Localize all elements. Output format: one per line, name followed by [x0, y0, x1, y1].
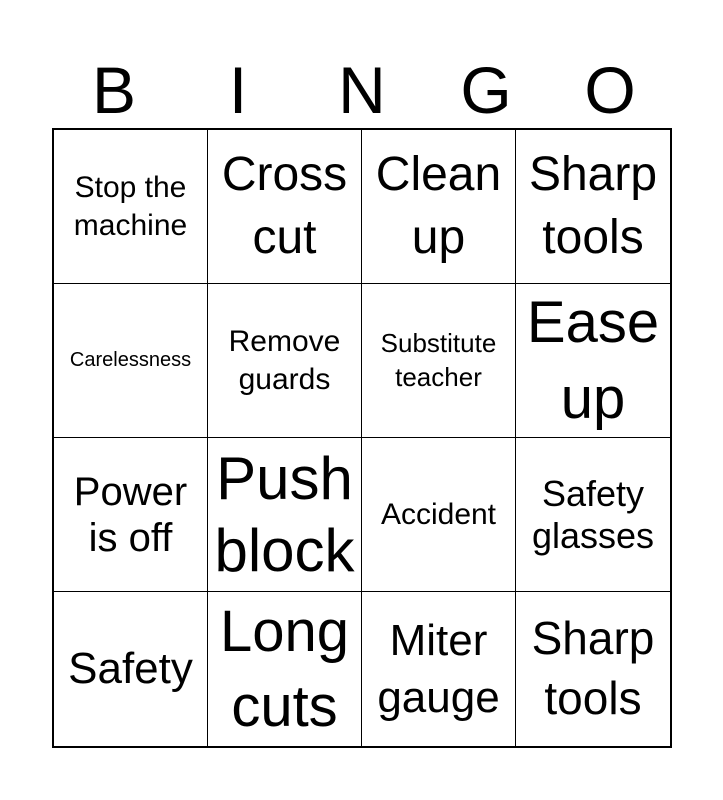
- bingo-cell[interactable]: [208, 592, 362, 746]
- cell-text: Carelessness: [69, 349, 192, 372]
- bingo-cell[interactable]: [54, 438, 208, 592]
- header-letter-o: O: [584, 53, 636, 127]
- bingo-cell[interactable]: [362, 284, 516, 438]
- header-letter-b: B: [91, 53, 137, 127]
- cell-text: Sharp tools: [528, 148, 658, 264]
- cell-text: Push block: [214, 444, 355, 584]
- bingo-board: [52, 128, 672, 748]
- bingo-cell[interactable]: [362, 130, 516, 284]
- bingo-cell[interactable]: [516, 592, 670, 746]
- cell-text: Accident: [380, 497, 497, 531]
- cell-text: Safety glasses: [531, 473, 655, 556]
- bingo-cell[interactable]: [208, 284, 362, 438]
- cell-text: Miter gauge: [377, 615, 500, 722]
- header-letter-n: N: [338, 53, 386, 127]
- bingo-cell[interactable]: [516, 438, 670, 592]
- bingo-cell[interactable]: [362, 438, 516, 592]
- cell-text: Stop the machine: [73, 171, 188, 242]
- bingo-cell[interactable]: [54, 284, 208, 438]
- bingo-cell[interactable]: [516, 130, 670, 284]
- cell-text: Remove guards: [228, 325, 341, 396]
- bingo-cell[interactable]: [362, 592, 516, 746]
- header-letter-i: I: [228, 53, 248, 127]
- bingo-cell[interactable]: [54, 592, 208, 746]
- bingo-cell[interactable]: [516, 284, 670, 438]
- cell-text: Safety: [68, 643, 193, 693]
- cell-text: Ease up: [526, 290, 660, 431]
- cell-text: Clean up: [375, 148, 502, 264]
- bingo-header: [52, 52, 672, 128]
- cell-text: Cross cut: [221, 148, 348, 264]
- cell-text: Substitute teacher: [380, 327, 497, 392]
- bingo-cell[interactable]: [208, 130, 362, 284]
- header-letter-g: G: [460, 53, 512, 127]
- cell-text: Power is off: [73, 469, 188, 560]
- bingo-cell[interactable]: [208, 438, 362, 592]
- cell-text: Sharp tools: [531, 612, 655, 724]
- cell-text: Long cuts: [219, 598, 350, 739]
- bingo-cell[interactable]: [54, 130, 208, 284]
